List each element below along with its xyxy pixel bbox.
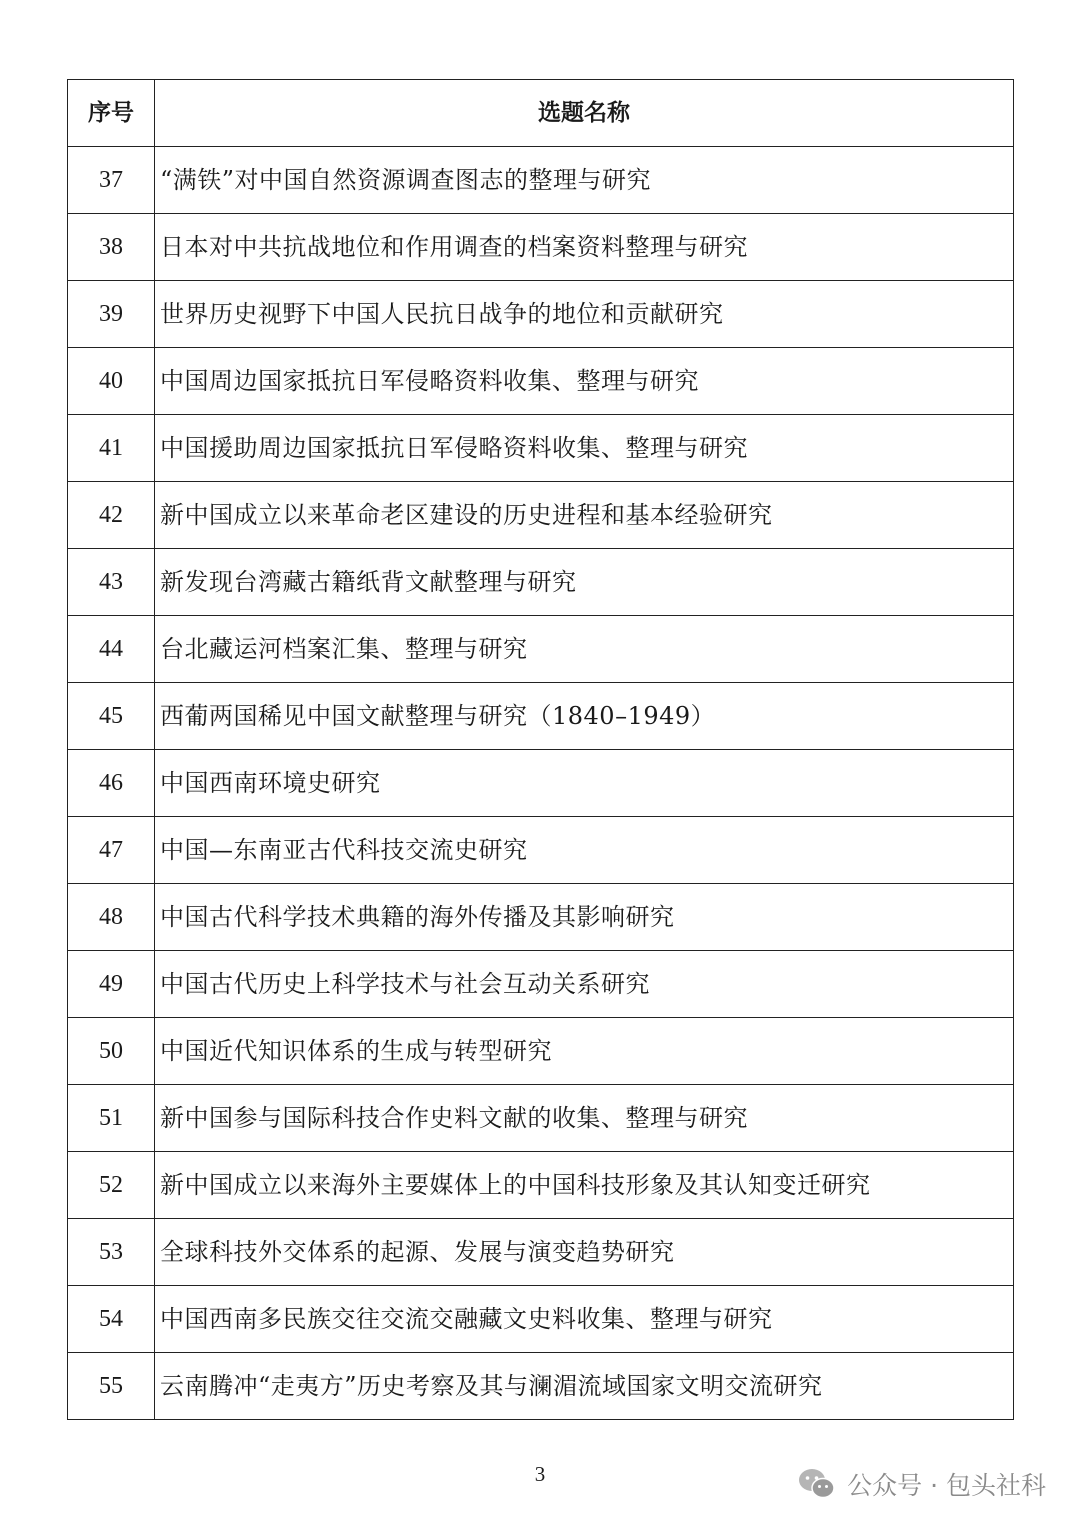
table-row bbox=[68, 616, 1014, 683]
row-title: 新中国成立以来革命老区建设的历史进程和基本经验研究 bbox=[155, 482, 1014, 549]
table-row bbox=[68, 817, 1014, 884]
row-title: 中国周边国家抵抗日军侵略资料收集、整理与研究 bbox=[155, 348, 1014, 415]
page-number: 3 bbox=[534, 1462, 546, 1486]
topic-table bbox=[67, 79, 1014, 1420]
table-row bbox=[68, 1353, 1014, 1420]
row-title: 中国西南环境史研究 bbox=[155, 750, 1014, 817]
table-row bbox=[68, 884, 1014, 951]
row-number: 51 bbox=[68, 1085, 155, 1152]
table-row bbox=[68, 951, 1014, 1018]
row-title: 日本对中共抗战地位和作用调查的档案资料整理与研究 bbox=[155, 214, 1014, 281]
table-row bbox=[68, 549, 1014, 616]
table-row bbox=[68, 214, 1014, 281]
row-number: 41 bbox=[68, 415, 155, 482]
row-title: 中国援助周边国家抵抗日军侵略资料收集、整理与研究 bbox=[155, 415, 1014, 482]
watermark bbox=[797, 1466, 1046, 1502]
row-title: 全球科技外交体系的起源、发展与演变趋势研究 bbox=[155, 1219, 1014, 1286]
row-number: 47 bbox=[68, 817, 155, 884]
row-title: 西葡两国稀见中国文献整理与研究（1840–1949） bbox=[155, 683, 1014, 750]
table-row bbox=[68, 683, 1014, 750]
table-row bbox=[68, 1018, 1014, 1085]
row-title: 中国古代历史上科学技术与社会互动关系研究 bbox=[155, 951, 1014, 1018]
table-row bbox=[68, 415, 1014, 482]
row-number: 49 bbox=[68, 951, 155, 1018]
row-number: 48 bbox=[68, 884, 155, 951]
row-title: 新发现台湾藏古籍纸背文献整理与研究 bbox=[155, 549, 1014, 616]
row-number: 38 bbox=[68, 214, 155, 281]
table-row bbox=[68, 482, 1014, 549]
row-title: 世界历史视野下中国人民抗日战争的地位和贡献研究 bbox=[155, 281, 1014, 348]
header-title: 选题名称 bbox=[155, 80, 1014, 147]
row-number: 55 bbox=[68, 1353, 155, 1420]
table-row bbox=[68, 281, 1014, 348]
row-number: 50 bbox=[68, 1018, 155, 1085]
table-row bbox=[68, 147, 1014, 214]
row-number: 42 bbox=[68, 482, 155, 549]
row-number: 53 bbox=[68, 1219, 155, 1286]
row-title: 云南腾冲“走夷方”历史考察及其与澜湄流域国家文明交流研究 bbox=[155, 1353, 1014, 1420]
row-title: 中国西南多民族交往交流交融藏文史料收集、整理与研究 bbox=[155, 1286, 1014, 1353]
table-body bbox=[68, 147, 1014, 1420]
wechat-icon bbox=[797, 1467, 837, 1501]
row-title: 中国—东南亚古代科技交流史研究 bbox=[155, 817, 1014, 884]
table-row bbox=[68, 348, 1014, 415]
row-number: 44 bbox=[68, 616, 155, 683]
row-number: 46 bbox=[68, 750, 155, 817]
watermark-text: 公众号 · 包头社科 bbox=[847, 1471, 1046, 1500]
row-title: 中国近代知识体系的生成与转型研究 bbox=[155, 1018, 1014, 1085]
row-title: “满铁”对中国自然资源调查图志的整理与研究 bbox=[155, 147, 1014, 214]
row-number: 40 bbox=[68, 348, 155, 415]
row-title: 台北藏运河档案汇集、整理与研究 bbox=[155, 616, 1014, 683]
table-row bbox=[68, 1219, 1014, 1286]
row-number: 39 bbox=[68, 281, 155, 348]
table-row bbox=[68, 1085, 1014, 1152]
row-title: 中国古代科学技术典籍的海外传播及其影响研究 bbox=[155, 884, 1014, 951]
row-number: 37 bbox=[68, 147, 155, 214]
row-title: 新中国参与国际科技合作史料文献的收集、整理与研究 bbox=[155, 1085, 1014, 1152]
table-row bbox=[68, 1286, 1014, 1353]
row-number: 45 bbox=[68, 683, 155, 750]
table-row bbox=[68, 1152, 1014, 1219]
table-row bbox=[68, 750, 1014, 817]
row-number: 43 bbox=[68, 549, 155, 616]
table-header-row bbox=[68, 80, 1014, 147]
row-number: 52 bbox=[68, 1152, 155, 1219]
row-title: 新中国成立以来海外主要媒体上的中国科技形象及其认知变迁研究 bbox=[155, 1152, 1014, 1219]
row-number: 54 bbox=[68, 1286, 155, 1353]
header-number: 序号 bbox=[68, 80, 155, 147]
